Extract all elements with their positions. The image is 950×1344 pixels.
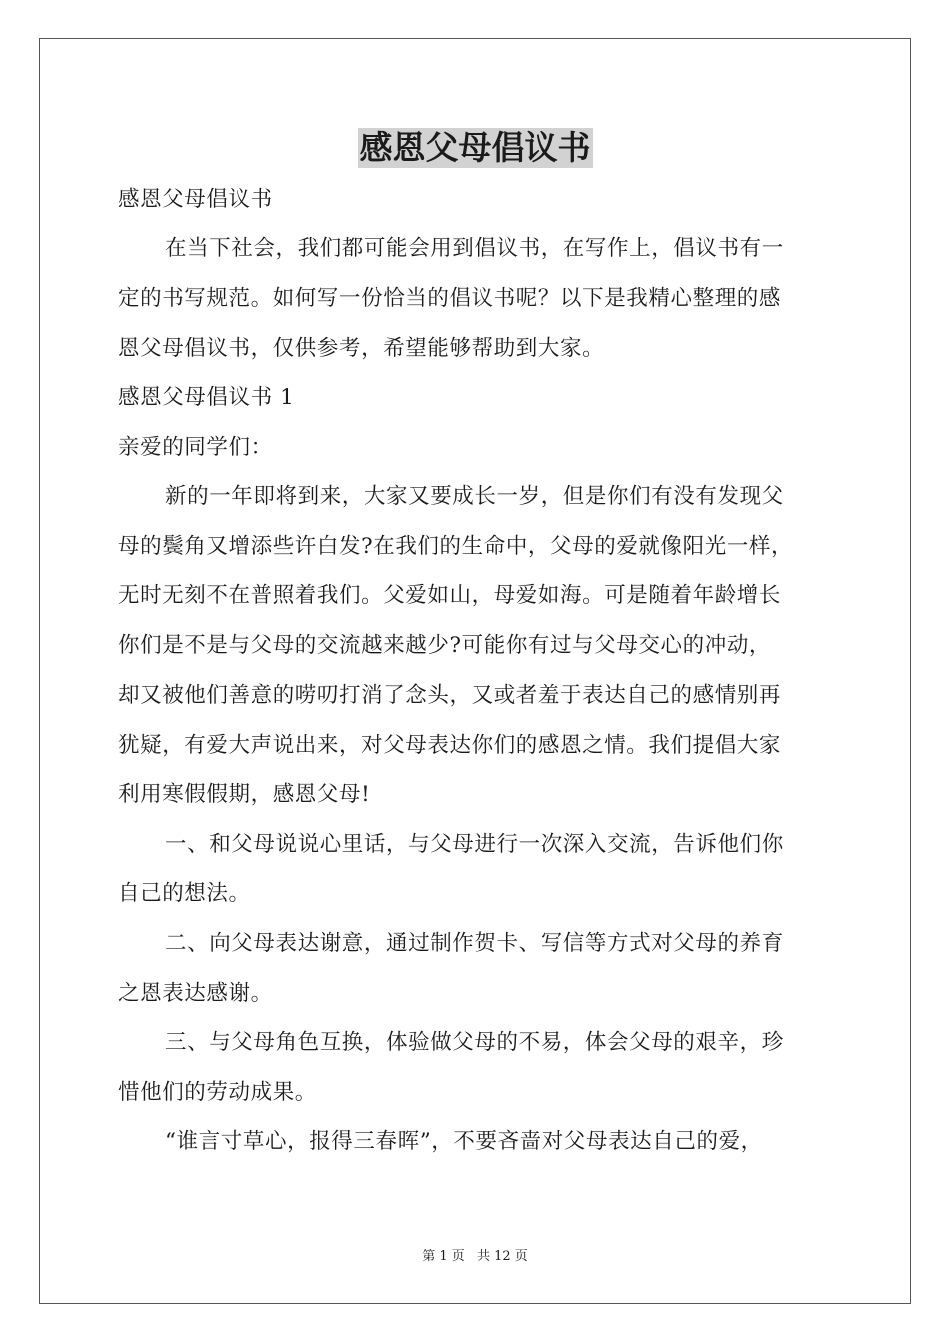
list-item-1-line-2: 自己的想法。 (118, 881, 251, 906)
body-line-p1-6: 犹疑，有爱大声说出来，对父母表达你们的感恩之情。我们提倡大家 (118, 733, 782, 758)
page-total: 共 12 页 (476, 1249, 528, 1264)
body-line-p1-7: 利用寒假假期，感恩父母! (118, 782, 371, 807)
body-line-subtitle: 感恩父母倡议书 (118, 187, 273, 212)
body-line-p1-1: 新的一年即将到来，大家又要成长一岁，但是你们有没有发现父 (165, 484, 784, 509)
list-item-2-line-1: 二、向父母表达谢意，通过制作贺卡、写信等方式对父母的养育 (165, 931, 784, 956)
page-border (39, 38, 911, 1304)
body-line-quote: “谁言寸草心，报得三春晖”，不要吝啬对父母表达自己的爱， (165, 1129, 763, 1154)
list-item-2-line-2: 之恩表达感谢。 (118, 981, 273, 1006)
body-line-intro-1: 在当下社会，我们都可能会用到倡议书，在写作上，倡议书有一 (165, 236, 784, 261)
list-item-3-line-1: 三、与父母角色互换，体验做父母的不易，体会父母的艰辛，珍 (165, 1030, 784, 1055)
body-line-p1-3: 无时无刻不在普照着我们。父爱如山，母爱如海。可是随着年龄增长 (118, 583, 782, 608)
salutation: 亲爱的同学们： (118, 435, 273, 460)
list-item-1-line-1: 一、和父母说说心里话，与父母进行一次深入交流，告诉他们你 (165, 832, 784, 857)
body-line-intro-3: 恩父母倡议书，仅供参考，希望能够帮助到大家。 (118, 336, 605, 361)
body-line-intro-2: 定的书写规范。如何写一份恰当的倡议书呢？以下是我精心整理的感 (118, 286, 782, 311)
page-number: 第 1 页 (422, 1249, 465, 1264)
document-title (0, 128, 950, 168)
body-line-p1-2: 母的鬓角又增添些许白发?在我们的生命中，父母的爱就像阳光一样， (118, 534, 794, 559)
document-title-text: 感恩父母倡议书 (359, 128, 591, 167)
section-heading-1: 感恩父母倡议书 1 (118, 385, 295, 410)
page-footer (0, 1248, 950, 1266)
body-line-p1-4: 你们是不是与父母的交流越来越少?可能你有过与父母交心的冲动， (118, 633, 772, 658)
body-line-p1-5: 却又被他们善意的唠叨打消了念头，又或者羞于表达自己的感情别再 (118, 683, 782, 708)
list-item-3-line-2: 惜他们的劳动成果。 (118, 1080, 317, 1105)
